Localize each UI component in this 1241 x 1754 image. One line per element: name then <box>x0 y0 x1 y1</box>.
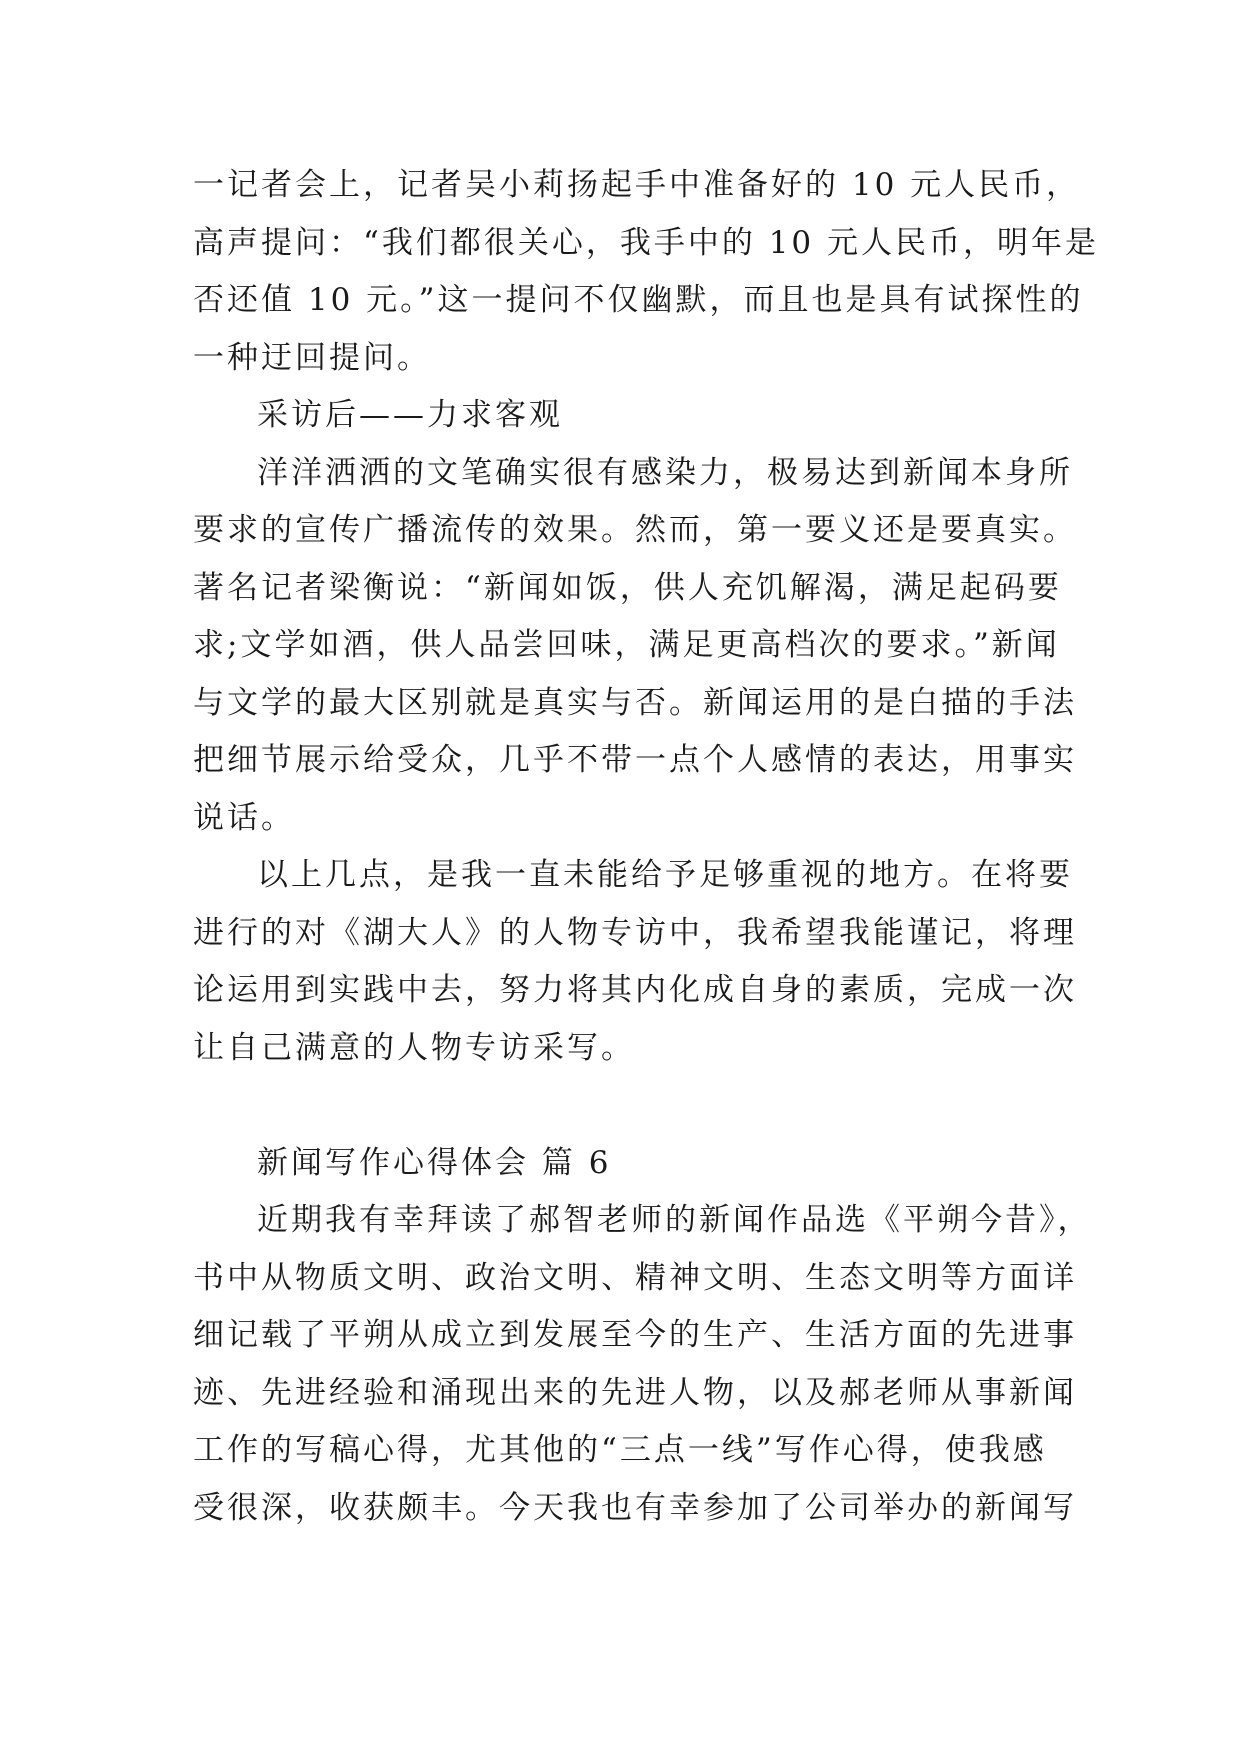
article-title: 新闻写作心得体会 篇 6 <box>257 1144 612 1181</box>
text-line: 要求的宣传广播流传的效果。然而，第一要义还是要真实。 <box>193 512 1077 548</box>
document-body <box>193 157 1099 1537</box>
text-line: 高声提问：“我们都很关心，我手中的 10 元人民币，明年是 <box>193 224 1099 261</box>
blank-line <box>193 1077 1059 1135</box>
text-line: 说话。 <box>193 799 295 836</box>
text-line: 工作的写稿心得，尤其他的“三点一线”写作心得，使我感 <box>193 1432 1047 1468</box>
text-line: 把细节展示给受众，几乎不带一点个人感情的表达，用事实 <box>193 742 1077 778</box>
text-line: 一记者会上，记者吴小莉扬起手中准备好的 10 元人民币， <box>193 167 1081 203</box>
section-heading: 采访后——力求客观 <box>257 397 563 433</box>
text-line: 论运用到实践中去，努力将其内化成自身的素质，完成一次 <box>193 972 1077 1008</box>
text-line: 洋洋洒洒的文笔确实很有感染力，极易达到新闻本身所 <box>257 454 1073 491</box>
text-line: 著名记者梁衡说：“新闻如饭，供人充饥解渴，满足起码要 <box>193 569 1062 606</box>
text-line: 与文学的最大区别就是真实与否。新闻运用的是白描的手法 <box>193 684 1077 721</box>
text-line: 书中从物质文明、政治文明、精神文明、生态文明等方面详 <box>193 1259 1077 1296</box>
text-line: 一种迂回提问。 <box>193 339 431 376</box>
text-line: 细记载了平朔从成立到发展至今的生产、生活方面的先进事 <box>193 1317 1077 1353</box>
text-line: 否还值 10 元。”这一提问不仅幽默，而且也是具有试探性的 <box>193 282 1084 318</box>
text-line: 以上几点，是我一直未能给予足够重视的地方。在将要 <box>257 857 1073 893</box>
text-line: 进行的对《湖大人》的人物专访中，我希望我能谨记，将理 <box>193 914 1077 951</box>
text-line: 让自己满意的人物专访采写。 <box>193 1029 635 1066</box>
text-line: 近期我有幸拜读了郝智老师的新闻作品选《平朔今昔》， <box>257 1202 1092 1238</box>
text-line: 求;文学如酒，供人品尝回味，满足更高档次的要求。”新闻 <box>193 627 1060 663</box>
text-line: 受很深，收获颇丰。今天我也有幸参加了公司举办的新闻写 <box>193 1489 1077 1526</box>
text-line: 迹、先进经验和涌现出来的先进人物，以及郝老师从事新闻 <box>193 1374 1077 1411</box>
